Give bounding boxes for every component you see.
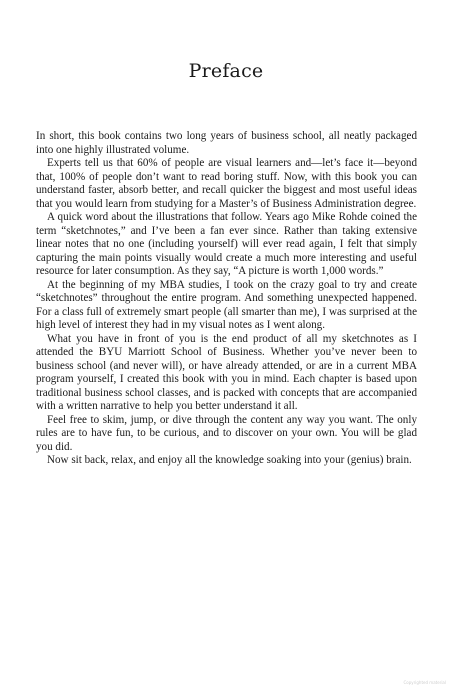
copyright-watermark: Copyrighted material: [403, 680, 446, 685]
paragraph-5: What you have in front of you is the end product of all my sketchnotes as I attended the BYU Marriott School of Business. Whether you’ve never been to business school (and never will), or have already attended, or are in a current MBA program yourself, I created this book with you in mind. Each chapter is based upon traditional business school classes, and is packed with concepts that are accompanied with a written narrative to help you better understand it all.: [36, 332, 417, 412]
paragraph-6: Feel free to skim, jump, or dive through the content any way you want. The only rules are to have fun, to be curious, and to discover on your own. You will be glad you did.: [36, 413, 417, 453]
paragraph-3: A quick word about the illustrations that follow. Years ago Mike Rohde coined the term “sketchnotes,” and I’ve been a fan ever since. Rather than taking extensive linear notes that no one (including yourself) will ever read again, I felt that simply capturing the main points visually would create a much more interesting and useful resource for later consumption. As they say, “A picture is worth 1,000 words.”: [36, 211, 417, 277]
paragraph-4: At the beginning of my MBA studies, I took on the crazy goal to try and create “sketchnotes” throughout the entire program. And something unexpected happened. For a class full of extremely smart people (all smarter than me), I was surprised at the high level of interest they had in my visual notes as I went along.: [36, 278, 417, 331]
page-title: Preface: [188, 60, 264, 82]
preface-body: [36, 130, 417, 468]
paragraph-1: In short, this book contains two long years of business school, all neatly packaged into one highly illustrated volume.: [36, 130, 417, 156]
paragraph-7: Now sit back, relax, and enjoy all the knowledge soaking into your (genius) brain.: [47, 454, 412, 466]
paragraph-2: Experts tell us that 60% of people are visual learners and—let’s face it—beyond that, 100% of people don’t want to read boring stuff. Now, with this book you can understand faster, absorb better, and recall quicker the biggest and most useful ideas that you would learn from studying for a Master’s of Business Administration degree.: [36, 157, 417, 210]
